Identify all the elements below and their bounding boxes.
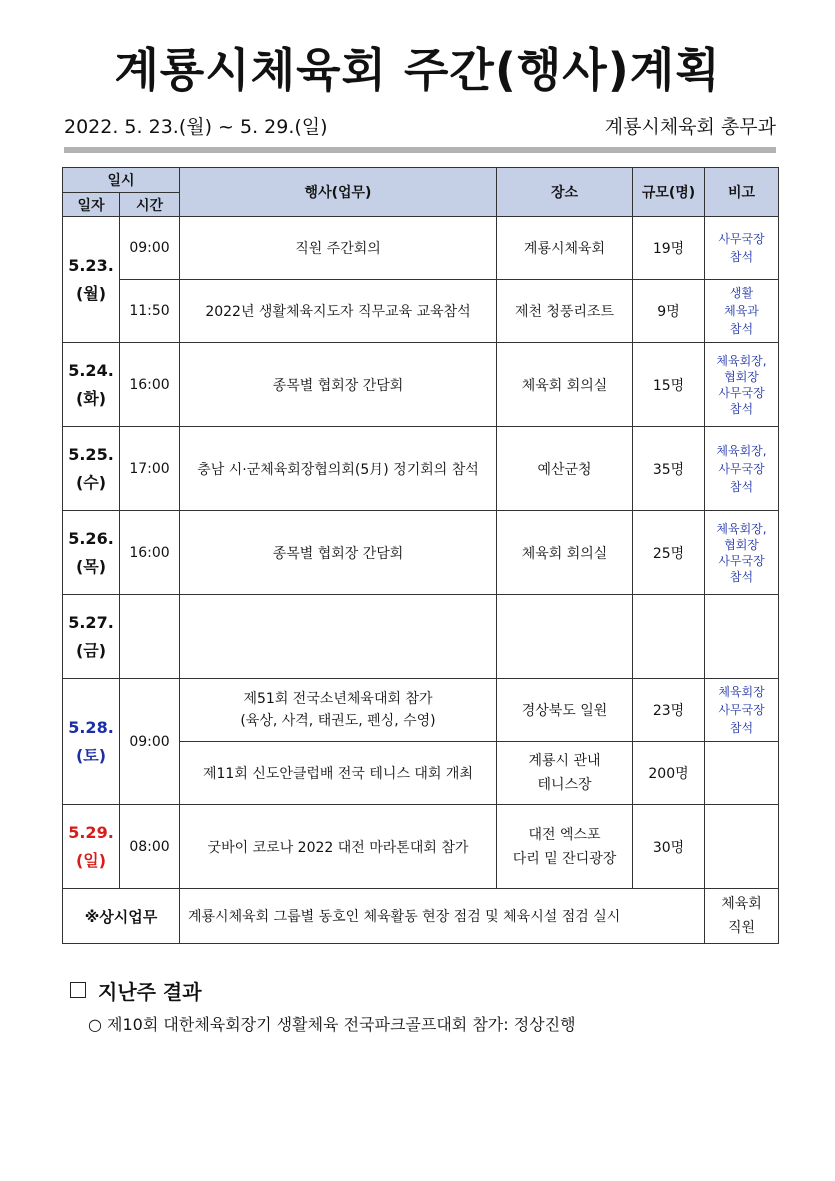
permanent-label: ※상시업무 (63, 889, 180, 944)
last-week-item: ○ 제10회 대한체육회장기 생활체육 전국파크골프대회 참가: 정상진행 (88, 1015, 576, 1034)
place-cell: 제천 청풍리조트 (497, 280, 633, 343)
date-text: 5.28. (68, 717, 114, 737)
time-cell: 09:00 (120, 217, 180, 280)
remark-line: 체육회장, (716, 353, 767, 368)
date-cell-sunday (63, 805, 120, 889)
event-cell (180, 679, 497, 742)
date-cell (63, 427, 120, 511)
event-cell: 굿바이 코로나 2022 대전 마라톤대회 참가 (180, 805, 497, 889)
day-text: (일) (75, 850, 107, 870)
table-row (63, 427, 779, 511)
last-week-heading-text: 지난주 결과 (98, 980, 202, 1004)
event-cell: 충남 시·군체육회장협의회(5月) 정기회의 참석 (180, 427, 497, 511)
place-cell: 체육회 회의실 (497, 511, 633, 595)
remark-line: 협회장 (724, 369, 759, 384)
table-row (63, 679, 779, 742)
square-bullet-icon (70, 982, 86, 998)
day-text: (목) (75, 556, 107, 576)
date-cell (63, 511, 120, 595)
permanent-row (63, 889, 779, 944)
day-text: (금) (75, 640, 107, 660)
table-row (63, 280, 779, 343)
header-place: 장소 (497, 168, 633, 217)
date-text: 5.25. (68, 444, 114, 464)
remark-line: 참석 (729, 401, 754, 416)
remark-line: 사무국장 (718, 461, 765, 476)
header-event: 행사(업무) (180, 168, 497, 217)
scale-cell (633, 595, 705, 679)
time-cell: 11:50 (120, 280, 180, 343)
place-line: 다리 밑 잔디광장 (512, 850, 617, 867)
event-cell: 2022년 생활체육지도자 직무교육 교육참석 (180, 280, 497, 343)
scale-cell: 9명 (633, 280, 705, 343)
remark-line: 체육회장 (718, 685, 765, 699)
place-cell: 경상북도 일원 (497, 679, 633, 742)
time-cell (120, 595, 180, 679)
remark-line: 체육과 (724, 304, 759, 318)
remark-line: 사무국장 (718, 385, 765, 400)
remark-line: 체육회 (721, 896, 762, 912)
remark-cell (705, 280, 779, 343)
date-cell (63, 595, 120, 679)
remark-line: 협회장 (724, 537, 759, 552)
time-cell: 16:00 (120, 511, 180, 595)
last-week-heading (70, 976, 202, 1005)
header-remark: 비고 (705, 168, 779, 217)
schedule-table (62, 167, 779, 944)
remark-cell (705, 217, 779, 280)
remark-line: 체육회장, (716, 443, 767, 458)
event-cell (180, 595, 497, 679)
divider (64, 147, 776, 153)
scale-cell: 15명 (633, 343, 705, 427)
remark-cell (705, 742, 779, 805)
remark-line: 참석 (729, 721, 754, 735)
place-line: 테니스장 (537, 777, 592, 793)
header-datetime: 일시 (63, 168, 180, 193)
event-line: 제51회 전국소년체육대회 참가 (243, 691, 433, 707)
event-cell: 종목별 협회장 간담회 (180, 343, 497, 427)
scale-cell: 30명 (633, 805, 705, 889)
scale-cell: 200명 (633, 742, 705, 805)
permanent-event: 계룡시체육회 그룹별 동호인 체육활동 현장 점검 및 체육시설 점검 실시 (180, 889, 705, 944)
date-cell (63, 217, 120, 343)
day-text: (월) (75, 283, 107, 303)
place-cell (497, 742, 633, 805)
date-text: 5.26. (68, 528, 114, 548)
date-text: 5.29. (68, 822, 114, 842)
remark-line: 참석 (729, 569, 754, 584)
department: 계룡시체육회 총무과 (604, 116, 776, 138)
day-text: (화) (75, 388, 107, 408)
scale-cell: 23명 (633, 679, 705, 742)
remark-line: 참석 (729, 322, 754, 336)
table-row (63, 805, 779, 889)
time-cell: 09:00 (120, 679, 180, 805)
remark-cell (705, 427, 779, 511)
remark-line: 사무국장 (718, 232, 765, 246)
time-cell: 08:00 (120, 805, 180, 889)
permanent-remark (705, 889, 779, 944)
place-cell (497, 805, 633, 889)
document-title: 계룡시체육회 주간(행사)계획 (114, 43, 721, 97)
header-scale: 규모(명) (633, 168, 705, 217)
date-text: 5.24. (68, 360, 114, 380)
remark-line: 생활 (729, 286, 754, 300)
table-row (63, 511, 779, 595)
place-line: 대전 엑스포 (528, 826, 601, 843)
remark-line: 사무국장 (718, 703, 765, 717)
event-line: (육상, 사격, 태권도, 펜싱, 수영) (240, 713, 436, 729)
time-cell: 17:00 (120, 427, 180, 511)
scale-cell: 19명 (633, 217, 705, 280)
date-cell (63, 343, 120, 427)
remark-line: 사무국장 (718, 553, 765, 568)
remark-cell (705, 679, 779, 742)
date-cell-saturday (63, 679, 120, 805)
remark-cell (705, 343, 779, 427)
day-text: (토) (75, 745, 107, 765)
remark-cell (705, 511, 779, 595)
remark-line: 참석 (729, 250, 754, 264)
remark-line: 참석 (729, 479, 754, 494)
week-period: 2022. 5. 23.(월) ~ 5. 29.(일) (64, 116, 328, 138)
place-cell (497, 595, 633, 679)
day-text: (수) (75, 472, 107, 492)
event-cell: 종목별 협회장 간담회 (180, 511, 497, 595)
remark-cell (705, 595, 779, 679)
event-cell: 직원 주간회의 (180, 217, 497, 280)
place-cell: 계룡시체육회 (497, 217, 633, 280)
time-cell: 16:00 (120, 343, 180, 427)
remark-line: 직원 (727, 920, 756, 936)
scale-cell: 35명 (633, 427, 705, 511)
table-row (63, 217, 779, 280)
remark-line: 체육회장, (716, 521, 767, 536)
place-cell: 예산군청 (497, 427, 633, 511)
header-time: 시간 (120, 193, 180, 217)
table-row (63, 343, 779, 427)
place-cell: 체육회 회의실 (497, 343, 633, 427)
event-cell: 제11회 신도안클럽배 전국 테니스 대회 개최 (180, 742, 497, 805)
remark-cell (705, 805, 779, 889)
subtitle-line (64, 112, 776, 142)
date-text: 5.27. (68, 612, 114, 632)
table-row (63, 595, 779, 679)
header-date: 일자 (63, 193, 120, 217)
scale-cell: 25명 (633, 511, 705, 595)
date-text: 5.23. (68, 255, 114, 275)
place-line: 계룡시 관내 (528, 753, 601, 769)
